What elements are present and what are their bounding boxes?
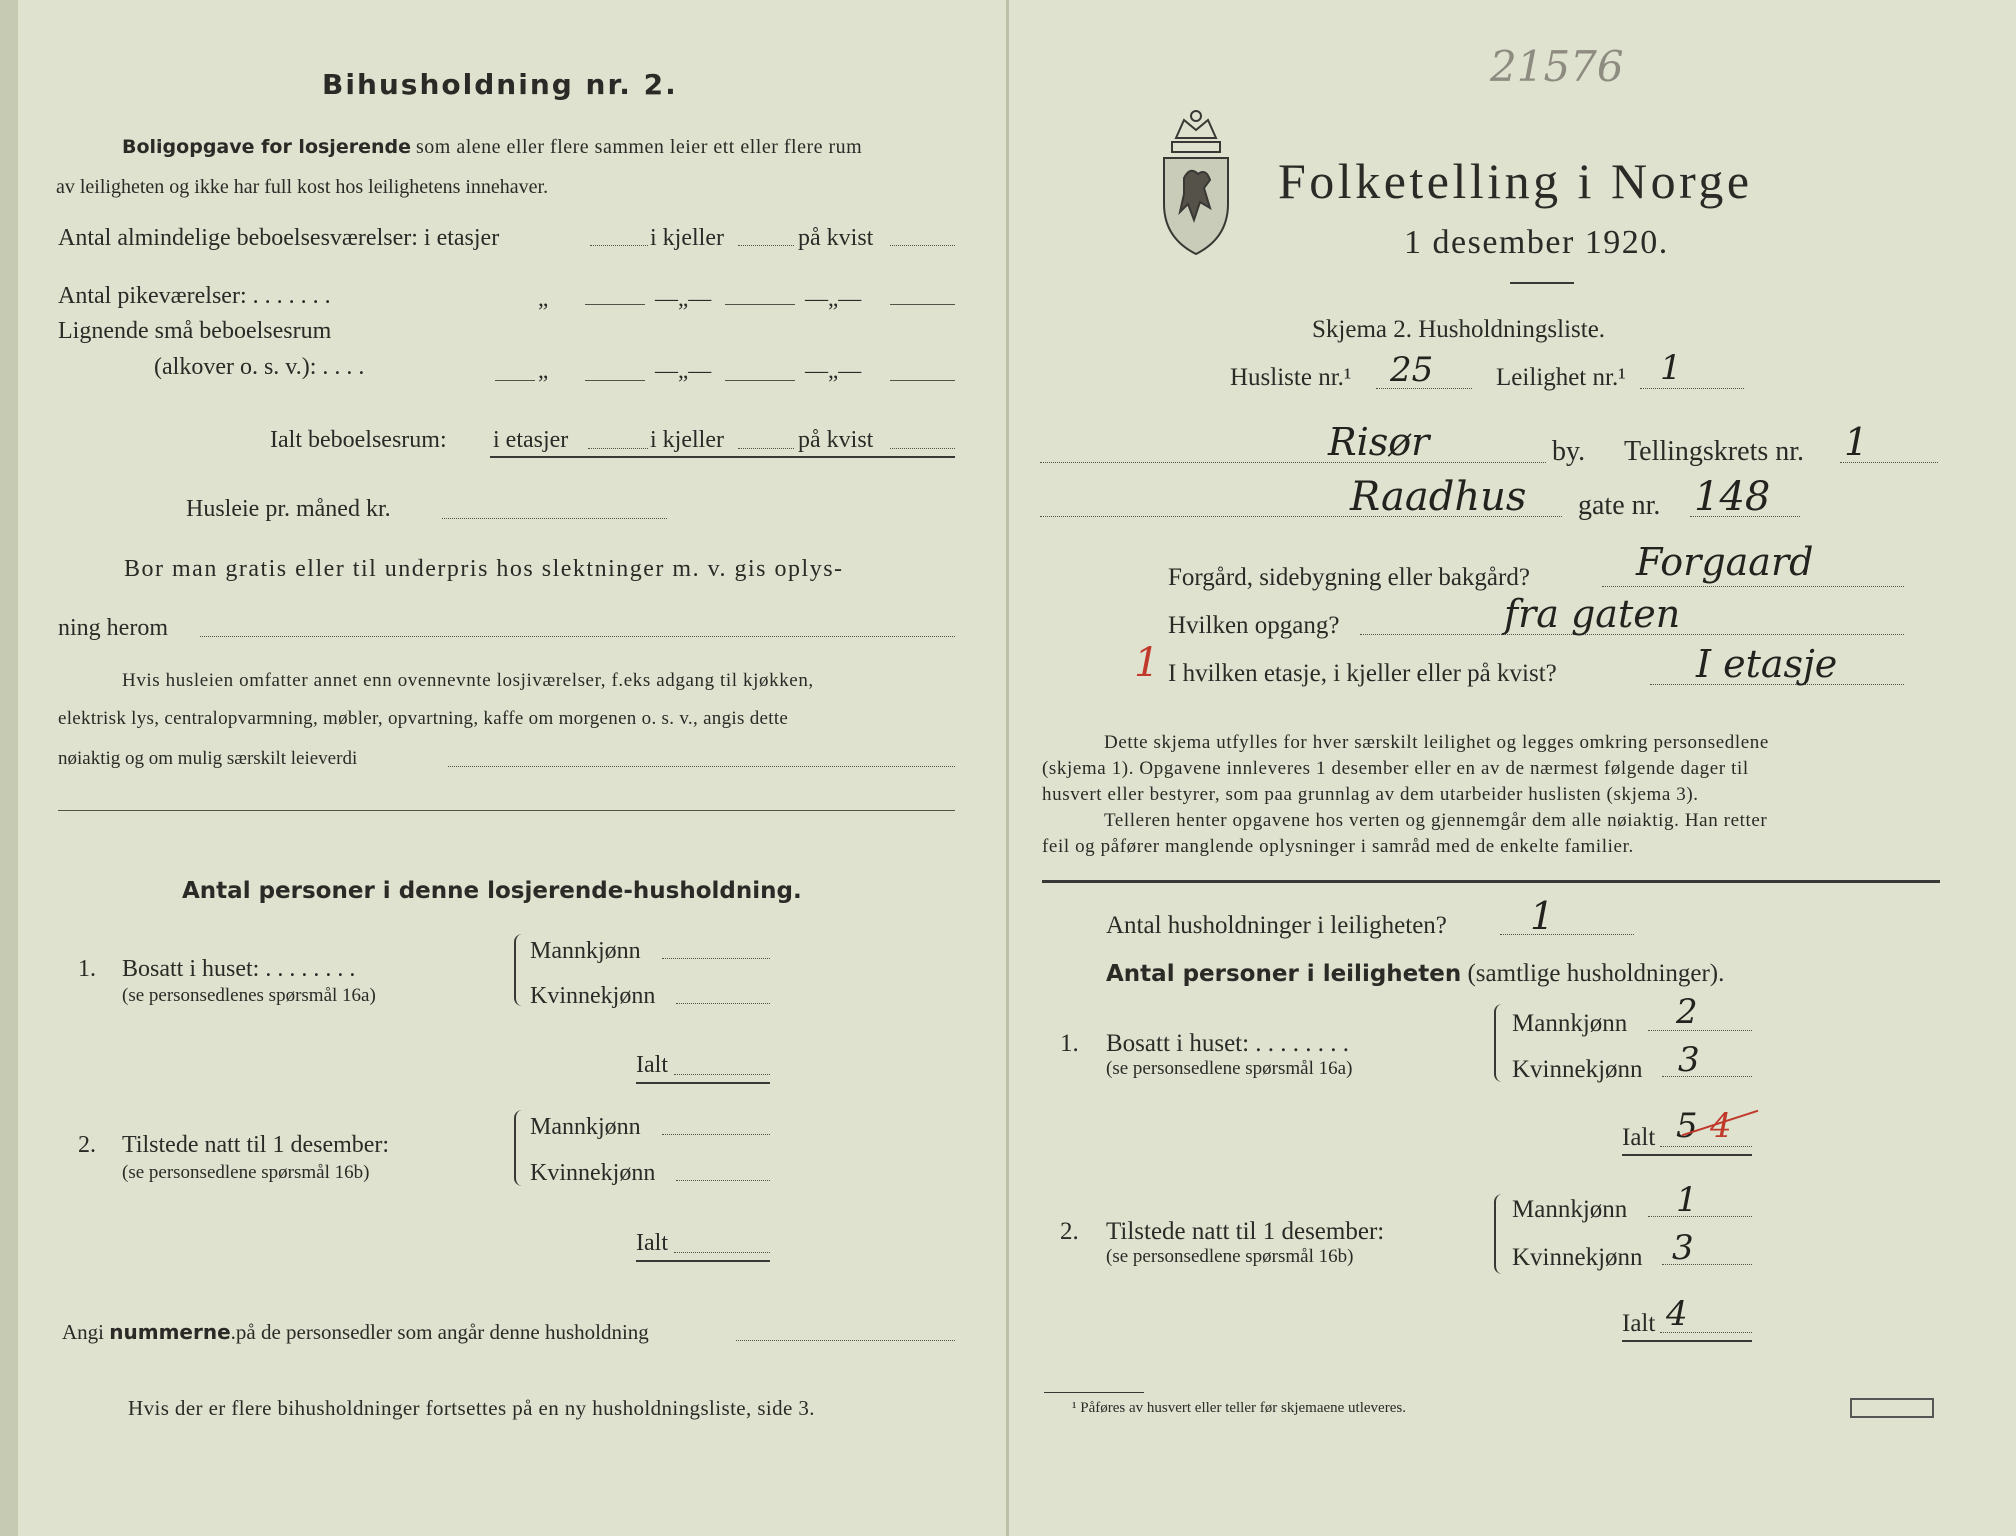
opgang-label: Hvilken opgang? — [1168, 612, 1340, 639]
left-q2-ialt-underline — [636, 1260, 770, 1262]
husliste-value: 25 — [1390, 350, 1434, 390]
row-alkover-label: (alkover o. s. v.): . . . . — [154, 354, 365, 380]
instr-line-1: Dette skjema utfylles for hver særskilt leilighet og legges omkring personsedlene — [1104, 732, 1769, 753]
note-line — [448, 766, 955, 767]
title-rule — [1510, 282, 1574, 284]
left-footer: Hvis der er flere bihusholdninger fortsettes på en ny husholdningsliste, side 3. — [128, 1396, 815, 1420]
ialt-rum-label: Ialt beboelsesrum: — [270, 427, 447, 453]
angi-bold: nummerne — [109, 1320, 231, 1344]
husleie-line — [442, 518, 667, 519]
left-q1-mann-label: Mannkjønn — [530, 938, 641, 964]
right-q1-mann-line — [1648, 1030, 1752, 1031]
right-q1-ialt-underline — [1622, 1154, 1752, 1156]
right-q1-kvinne-line — [1662, 1076, 1752, 1077]
right-q1-ialt-value: 5 — [1676, 1106, 1698, 1146]
forgaard-value: Forgaard — [1636, 540, 1814, 584]
pike-line-2 — [725, 304, 795, 305]
right-title: Folketelling i Norge — [1278, 153, 1753, 209]
krets-value: 1 — [1844, 420, 1869, 464]
left-q2-num: 2. — [78, 1132, 96, 1158]
left-q1-ialt-label: Ialt — [636, 1052, 668, 1078]
pike-line-1 — [585, 304, 645, 305]
alk-ditto-3: —„— — [805, 358, 862, 383]
bor-label: Bor man gratis eller til underpris hos slektninger m. v. gis oplys- — [124, 556, 844, 582]
left-q1-kvinne-label: Kvinnekjønn — [530, 983, 656, 1009]
right-q2-mann-line — [1648, 1216, 1752, 1217]
paper-edge — [0, 0, 18, 1536]
husleie-label: Husleie pr. måned kr. — [186, 496, 391, 522]
intro-rest: som alene eller flere sammen leier ett eller flere rum — [415, 136, 863, 158]
pike-ditto-3: —„— — [805, 286, 862, 311]
right-q1-kvinne-label: Kvinnekjønn — [1512, 1056, 1643, 1083]
right-q2-ialt-label: Ialt — [1622, 1310, 1656, 1337]
hush-value: 1 — [1530, 894, 1555, 938]
left-q2-label: Tilstede natt til 1 desember: — [122, 1132, 390, 1158]
row-antal-label: Antal almindelige beboelsesværelser: i etasjer — [58, 225, 500, 251]
right-q1-kvinne-value: 3 — [1678, 1040, 1700, 1080]
bor-label-2: ning herom — [58, 615, 168, 641]
right-q2-brace — [1494, 1194, 1506, 1274]
right-q2-ialt-value: 4 — [1666, 1294, 1688, 1334]
archive-number: 21576 — [1490, 42, 1624, 91]
right-q2-label: Tilstede natt til 1 desember: — [1106, 1218, 1385, 1245]
gate-number-value: 148 — [1694, 474, 1771, 520]
ialt-kjeller-label: i kjeller — [650, 427, 724, 453]
left-q2-brace — [514, 1110, 526, 1186]
angi-fill-line — [736, 1340, 955, 1341]
etasje-value: I etasje — [1696, 642, 1838, 686]
angi-pre: Angi — [62, 1320, 104, 1344]
opgang-value: fra gaten — [1504, 592, 1681, 636]
right-q1-brace — [1494, 1004, 1506, 1082]
instr-line-2: (skjema 1). Opgavene innleveres 1 desember eller en av de nærmest følgende dager til — [1042, 758, 1749, 779]
left-q2-kvinne-line — [676, 1180, 770, 1181]
row-pike-label: Antal pikeværelser: . . . . . . . — [58, 283, 331, 309]
left-q1-sub: (se personsedlenes spørsmål 16a) — [122, 985, 376, 1006]
schema-label: Skjema 2. Husholdningsliste. — [1312, 316, 1606, 343]
right-persons-line — [1106, 960, 1724, 988]
etasje-label: I hvilken etasje, i kjeller eller på kvist? — [1168, 660, 1557, 687]
right-q2-kvinne-label: Kvinnekjønn — [1512, 1244, 1643, 1271]
right-q1-ialt-label: Ialt — [1622, 1124, 1656, 1151]
alk-line-2 — [725, 380, 795, 381]
alk-line-0 — [495, 380, 535, 381]
leilighet-line — [1640, 388, 1744, 389]
ialt-etasjer-label: i etasjer — [493, 427, 569, 453]
instr-line-5: feil og påfører manglende oplysninger i samråd med de enkelte familier. — [1042, 836, 1634, 857]
instr-line-3: husvert eller bestyrer, som paa grunnlag av dem utarbeider huslisten (skjema 3). — [1042, 784, 1699, 805]
by-line — [1040, 462, 1546, 463]
bor-line — [200, 636, 955, 637]
footnote-rule — [1044, 1392, 1144, 1393]
pike-ditto-2: —„— — [655, 286, 712, 311]
margin-red-mark: 1 — [1134, 640, 1160, 686]
by-label: by. — [1552, 436, 1586, 467]
hush-label: Antal husholdninger i leiligheten? — [1106, 912, 1447, 939]
left-q2-sub: (se personsedlene spørsmål 16b) — [122, 1162, 370, 1183]
right-section-rule — [1042, 880, 1940, 883]
alk-ditto-1: „ — [538, 358, 549, 383]
right-q2-ialt-underline — [1622, 1340, 1752, 1342]
antal-kvist-line — [890, 245, 955, 246]
intro-line-2: av leiligheten og ikke har full kost hos leilighetens innehaver. — [56, 176, 549, 198]
leilighet-label: Leilighet nr.¹ — [1496, 364, 1626, 391]
page-fold — [1006, 0, 1009, 1536]
right-persons-bold: Antal personer i leiligheten — [1106, 961, 1462, 987]
note-line-2: elektrisk lys, centralopvarmning, møbler, opvartning, kaffe om morgenen o. s. v., angis dette — [58, 708, 789, 729]
gate-value: Raadhus — [1350, 474, 1527, 520]
left-q2-mann-line — [662, 1134, 770, 1135]
right-q2-num: 2. — [1060, 1218, 1079, 1245]
alk-line-1 — [585, 380, 645, 381]
left-q1-kvinne-line — [676, 1003, 770, 1004]
right-q1-sub: (se personsedlene spørsmål 16a) — [1106, 1058, 1353, 1079]
right-footnote: ¹ Påføres av husvert eller teller før skjemaene utleveres. — [1072, 1400, 1406, 1416]
krets-label: Tellingskrets nr. — [1624, 436, 1805, 467]
by-value: Risør — [1328, 420, 1430, 464]
left-q1-num: 1. — [78, 956, 96, 982]
left-q1-label: Bosatt i huset: . . . . . . . . — [122, 956, 356, 982]
antal-kjeller-label: i kjeller — [650, 225, 724, 251]
ialt-etasjer-line — [588, 448, 648, 449]
ialt-kjeller-line — [738, 448, 794, 449]
right-q2-mann-label: Mannkjønn — [1512, 1196, 1628, 1223]
antal-kvist-label: på kvist — [798, 225, 874, 251]
intro-line-1 — [122, 136, 862, 159]
hush-line — [1500, 934, 1634, 935]
right-q1-mann-label: Mannkjønn — [1512, 1010, 1628, 1037]
gate-label: gate nr. — [1578, 490, 1661, 521]
left-q1-brace — [514, 934, 526, 1006]
ialt-underline — [490, 456, 955, 458]
left-q2-ialt-line — [674, 1252, 770, 1253]
pike-line-3 — [890, 304, 955, 305]
note-bottom-rule — [58, 810, 955, 811]
left-persons-heading: Antal personer i denne losjerende-husholdning. — [182, 878, 802, 904]
left-q2-kvinne-label: Kvinnekjønn — [530, 1160, 656, 1186]
ialt-kvist-line — [890, 448, 955, 449]
left-q2-ialt-label: Ialt — [636, 1230, 668, 1256]
note-line-3: nøiaktig og om mulig særskilt leieverdi — [58, 748, 358, 769]
right-date: 1 desember 1920. — [1404, 224, 1669, 261]
right-q1-mann-value: 2 — [1676, 992, 1698, 1032]
antal-kjeller-line — [738, 245, 794, 246]
husliste-label: Husliste nr.¹ — [1230, 364, 1352, 391]
right-q2-kvinne-value: 3 — [1672, 1228, 1694, 1268]
left-title: Bihusholdning nr. 2. — [322, 68, 678, 101]
right-q1-label: Bosatt i huset: . . . . . . . . — [1106, 1030, 1350, 1057]
forgaard-line — [1602, 586, 1904, 587]
left-q2-mann-label: Mannkjønn — [530, 1114, 641, 1140]
right-q2-sub: (se personsedlene spørsmål 16b) — [1106, 1246, 1354, 1267]
angi-line — [62, 1320, 649, 1345]
right-q2-mann-value: 1 — [1676, 1180, 1698, 1220]
antal-etasjer-line — [590, 245, 648, 246]
left-q1-ialt-line — [674, 1074, 770, 1075]
right-q1-num: 1. — [1060, 1030, 1079, 1057]
coat-of-arms-icon — [1154, 108, 1238, 258]
leilighet-value: 1 — [1660, 348, 1682, 388]
right-persons-rest: (samtlige husholdninger). — [1467, 960, 1725, 987]
pike-ditto-1: „ — [538, 286, 549, 311]
angi-rest: .på de personsedler som angår denne husholdning — [230, 1320, 649, 1344]
right-q1-ialt-struck: 4 — [1710, 1106, 1732, 1146]
printer-stamp — [1850, 1398, 1934, 1418]
alk-ditto-2: —„— — [655, 358, 712, 383]
forgaard-label: Forgård, sidebygning eller bakgård? — [1168, 564, 1530, 591]
left-q1-ialt-underline — [636, 1082, 770, 1084]
alk-line-3 — [890, 380, 955, 381]
row-lignende-label: Lignende små beboelsesrum — [58, 318, 332, 344]
note-line-1: Hvis husleien omfatter annet enn ovennevnte losjiværelser, f.eks adgang til kjøkken, — [122, 670, 814, 691]
intro-bold: Boligopgave for losjerende — [122, 136, 411, 158]
right-q1-ialt-line — [1660, 1146, 1752, 1147]
left-q1-mann-line — [662, 958, 770, 959]
ialt-kvist-label: på kvist — [798, 427, 874, 453]
instr-line-4: Telleren henter opgavene hos verten og gjennemgår dem alle nøiaktig. Han retter — [1104, 810, 1768, 831]
